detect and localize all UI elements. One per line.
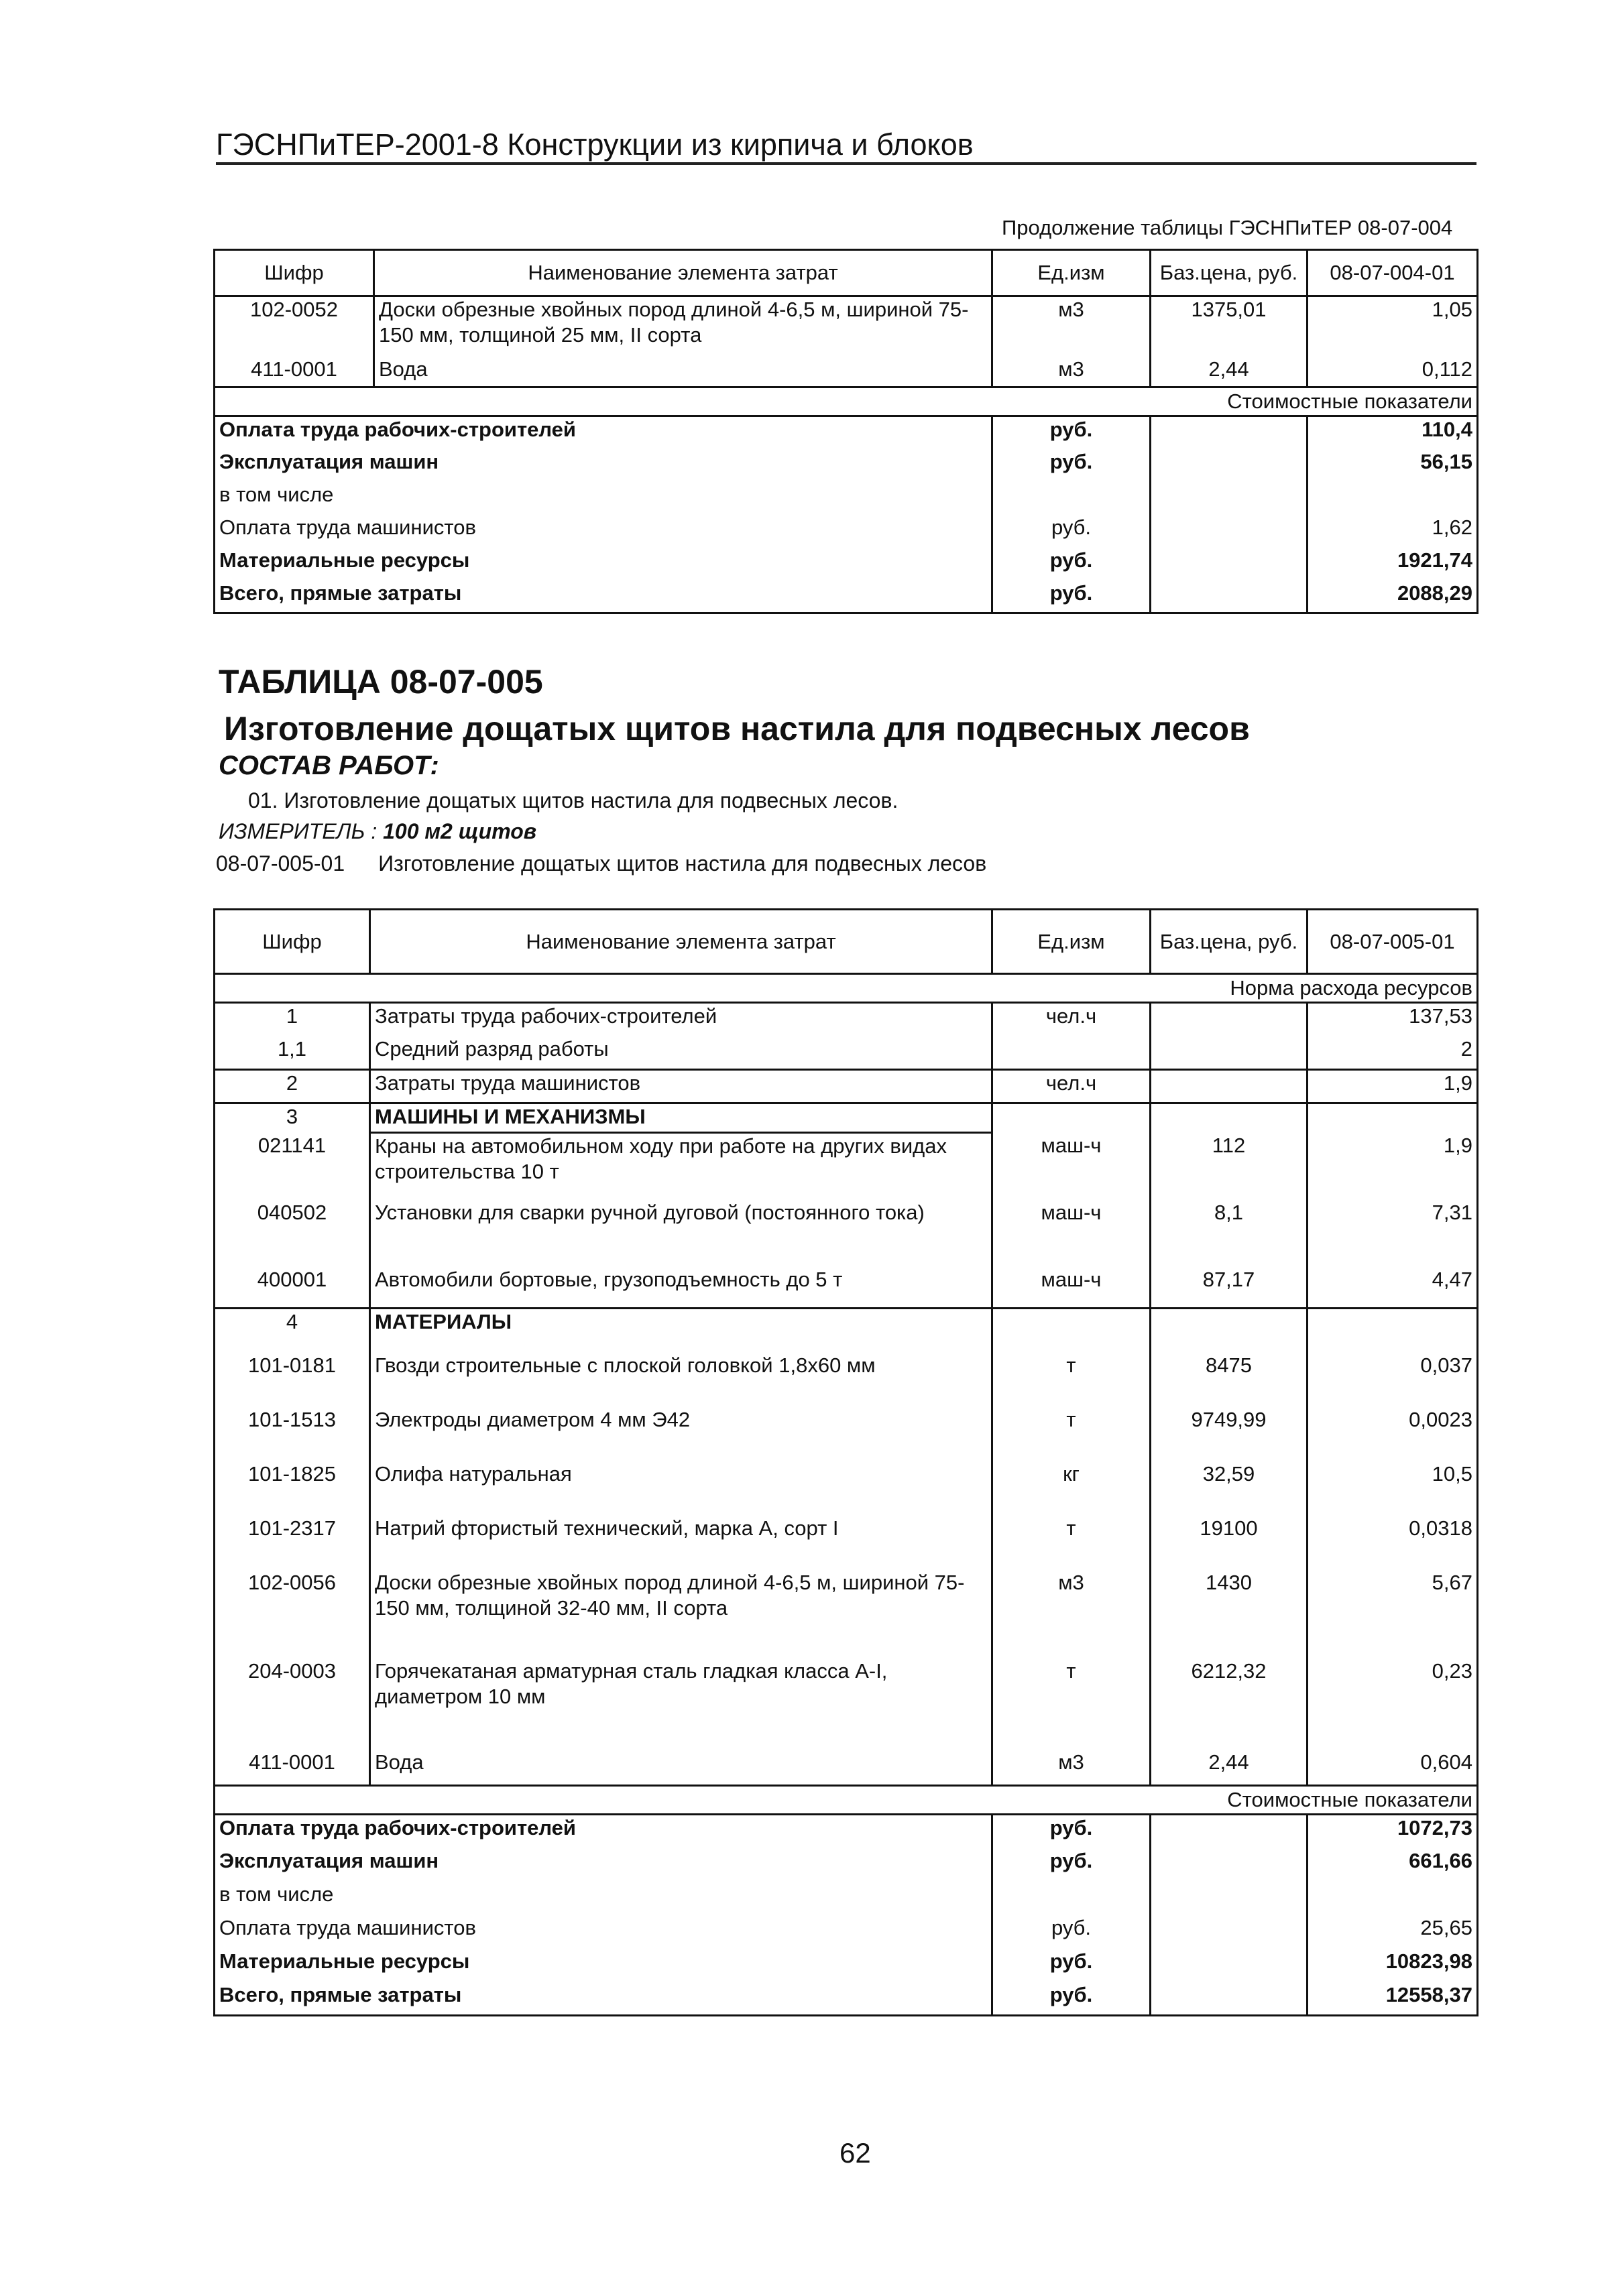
row-code: 411-0001 (215, 1750, 370, 1786)
cost-value: 1072,73 (1308, 1815, 1478, 1848)
row-unit: м3 (992, 357, 1151, 387)
col-header-name: Наименование элемента затрат (370, 910, 992, 974)
cost-price-cell (1151, 1815, 1308, 1848)
row-code: 101-2317 (215, 1516, 370, 1570)
row-value: 137,53 (1308, 1003, 1478, 1036)
cost-unit: руб. (992, 548, 1151, 581)
cost-label: в том числе (215, 482, 992, 515)
table-row (215, 1200, 1478, 1267)
page-number: 62 (839, 2137, 871, 2169)
row-price: 112 (1151, 1133, 1308, 1200)
measure-line (219, 819, 536, 844)
cost-row (215, 482, 1478, 515)
table-row (215, 1070, 1478, 1103)
norm-band-label: Норма расхода ресурсов (215, 974, 1478, 1003)
row-name: Доски обрезные хвойных пород длиной 4-6,5 м, шириной 75-150 мм, толщиной 25 мм, II сорта (374, 296, 992, 357)
cost-label: Всего, прямые затраты (215, 581, 992, 613)
row-code: 1,1 (215, 1036, 370, 1070)
row-value: 7,31 (1308, 1200, 1478, 1267)
row-value: 0,23 (1308, 1658, 1478, 1750)
cost-row (215, 548, 1478, 581)
cost-price-cell (1151, 581, 1308, 613)
row-value: 1,05 (1308, 296, 1478, 357)
row-price: 8475 (1151, 1353, 1308, 1407)
cost-row (215, 1848, 1478, 1882)
row-unit: м3 (992, 1750, 1151, 1786)
cost-value: 56,15 (1308, 449, 1478, 482)
col-header-unit: Ед.изм (992, 910, 1151, 974)
cost-row (215, 449, 1478, 482)
row-value: 0,0023 (1308, 1407, 1478, 1461)
cost-unit: руб. (992, 515, 1151, 548)
row-unit: т (992, 1658, 1151, 1750)
row-code: 040502 (215, 1200, 370, 1267)
cost-value (1308, 482, 1478, 515)
cost-label: Эксплуатация машин (215, 449, 992, 482)
cost-price-cell (1151, 515, 1308, 548)
empty-cell (992, 1103, 1151, 1133)
empty-cell (992, 1309, 1151, 1353)
row-price: 8,1 (1151, 1200, 1308, 1267)
cost-row (215, 1982, 1478, 2016)
row-value: 0,604 (1308, 1750, 1478, 1786)
resource-table-08-07-004 (213, 249, 1478, 614)
row-unit (992, 1036, 1151, 1070)
empty-cell (1151, 1103, 1308, 1133)
row-price: 2,44 (1151, 357, 1308, 387)
row-price: 9749,99 (1151, 1407, 1308, 1461)
row-code: 101-1825 (215, 1461, 370, 1516)
cost-row (215, 1949, 1478, 1982)
col-header-code: Шифр (215, 910, 370, 974)
row-unit: маш-ч (992, 1133, 1151, 1200)
cost-price-cell (1151, 548, 1308, 581)
col-header-price: Баз.цена, руб. (1151, 910, 1308, 974)
rate-code: 08-07-005-01 (216, 851, 345, 875)
cost-unit: руб. (992, 449, 1151, 482)
row-price (1151, 1070, 1308, 1103)
cost-unit: руб. (992, 1982, 1151, 2016)
cost-price-cell (1151, 1949, 1308, 1982)
row-unit: м3 (992, 1570, 1151, 1658)
row-name: Затраты труда рабочих-строителей (370, 1003, 992, 1036)
cost-price-cell (1151, 1882, 1308, 1915)
table-row (215, 1750, 1478, 1786)
cost-price-cell (1151, 1915, 1308, 1949)
cost-row (215, 581, 1478, 613)
table-row (215, 1133, 1478, 1200)
col-header-name: Наименование элемента затрат (374, 250, 992, 296)
col-header-code: Шифр (215, 250, 374, 296)
rate-code-line (216, 851, 986, 876)
row-name: Гвозди строительные с плоской головкой 1,8х60 мм (370, 1353, 992, 1407)
row-unit: маш-ч (992, 1200, 1151, 1267)
cost-row (215, 416, 1478, 449)
cost-value: 10823,98 (1308, 1949, 1478, 1982)
section-code: 3 (215, 1103, 370, 1133)
cost-band-label: Стоимостные показатели (215, 387, 1478, 416)
row-code: 400001 (215, 1267, 370, 1309)
cost-label: Материальные ресурсы (215, 1949, 992, 1982)
cost-value: 2088,29 (1308, 581, 1478, 613)
cost-label: Материальные ресурсы (215, 548, 992, 581)
header-rule (216, 162, 1476, 165)
table-row (215, 1353, 1478, 1407)
table-row (215, 1516, 1478, 1570)
cost-unit: руб. (992, 1949, 1151, 1982)
col-header-price: Баз.цена, руб. (1151, 250, 1308, 296)
row-price: 6212,32 (1151, 1658, 1308, 1750)
row-name: Краны на автомобильном ходу при работе на других видах строительства 10 т (370, 1133, 992, 1200)
row-value: 10,5 (1308, 1461, 1478, 1516)
cost-label: Оплата труда машинистов (215, 1915, 992, 1949)
empty-cell (1151, 1309, 1308, 1353)
cost-price-cell (1151, 449, 1308, 482)
row-name: Средний разряд работы (370, 1036, 992, 1070)
row-name: Установки для сварки ручной дуговой (постоянного тока) (370, 1200, 992, 1267)
cost-value: 661,66 (1308, 1848, 1478, 1882)
table-row (215, 1658, 1478, 1750)
row-unit: кг (992, 1461, 1151, 1516)
row-unit: м3 (992, 296, 1151, 357)
row-value: 2 (1308, 1036, 1478, 1070)
row-name: Натрий фтористый технический, марка А, сорт I (370, 1516, 992, 1570)
section-name: МАТЕРИАЛЫ (370, 1309, 992, 1353)
row-value: 0,037 (1308, 1353, 1478, 1407)
table-row (215, 1267, 1478, 1309)
measure-label: ИЗМЕРИТЕЛЬ : (219, 819, 378, 843)
section-header-row (215, 1309, 1478, 1353)
table-row (215, 357, 1478, 387)
cost-row (215, 1882, 1478, 1915)
row-unit: чел.ч (992, 1070, 1151, 1103)
cost-value (1308, 1882, 1478, 1915)
row-code: 102-0052 (215, 296, 374, 357)
row-value: 5,67 (1308, 1570, 1478, 1658)
cost-price-cell (1151, 482, 1308, 515)
row-unit: маш-ч (992, 1267, 1151, 1309)
cost-price-cell (1151, 416, 1308, 449)
cost-value: 1,62 (1308, 515, 1478, 548)
col-header-rate: 08-07-005-01 (1308, 910, 1478, 974)
row-name: Автомобили бортовые, грузоподъемность до 5 т (370, 1267, 992, 1309)
cost-price-cell (1151, 1982, 1308, 2016)
row-name: Горячекатаная арматурная сталь гладкая класса А-I, диаметром 10 мм (370, 1658, 992, 1750)
cost-unit: руб. (992, 1915, 1151, 1949)
cost-label: Оплата труда машинистов (215, 515, 992, 548)
section-name: МАШИНЫ И МЕХАНИЗМЫ (370, 1103, 992, 1133)
row-price (1151, 1036, 1308, 1070)
cost-unit (992, 1882, 1151, 1915)
table-row (215, 1036, 1478, 1070)
table-row (215, 1461, 1478, 1516)
rate-code-description: Изготовление дощатых щитов настила для подвесных лесов (378, 851, 987, 875)
cost-value: 25,65 (1308, 1915, 1478, 1949)
cost-unit: руб. (992, 416, 1151, 449)
row-value: 0,0318 (1308, 1516, 1478, 1570)
row-value: 1,9 (1308, 1133, 1478, 1200)
section-subtitle: Изготовление дощатых щитов настила для подвесных лесов (224, 710, 1250, 747)
row-price: 87,17 (1151, 1267, 1308, 1309)
col-header-unit: Ед.изм (992, 250, 1151, 296)
row-price: 1375,01 (1151, 296, 1308, 357)
row-name: Вода (374, 357, 992, 387)
col-header-rate: 08-07-004-01 (1308, 250, 1478, 296)
row-unit: т (992, 1353, 1151, 1407)
row-unit: чел.ч (992, 1003, 1151, 1036)
row-value: 1,9 (1308, 1070, 1478, 1103)
measure-value: 100 м2 щитов (383, 819, 537, 843)
cost-unit (992, 482, 1151, 515)
row-name: Затраты труда машинистов (370, 1070, 992, 1103)
cost-value: 12558,37 (1308, 1982, 1478, 2016)
table-row (215, 1003, 1478, 1036)
row-unit: т (992, 1516, 1151, 1570)
row-unit: т (992, 1407, 1151, 1461)
cost-label: в том числе (215, 1882, 992, 1915)
row-code: 2 (215, 1070, 370, 1103)
cost-label: Всего, прямые затраты (215, 1982, 992, 2016)
row-price: 19100 (1151, 1516, 1308, 1570)
cost-row (215, 1815, 1478, 1848)
section-code: 4 (215, 1309, 370, 1353)
empty-cell (1308, 1103, 1478, 1133)
cost-unit: руб. (992, 1815, 1151, 1848)
work-composition-item: 01. Изготовление дощатых щитов настила для подвесных лесов. (248, 788, 898, 812)
row-price (1151, 1003, 1308, 1036)
cost-unit: руб. (992, 1848, 1151, 1882)
cost-unit: руб. (992, 581, 1151, 613)
table-row (215, 1407, 1478, 1461)
resource-table-08-07-005 (213, 908, 1478, 2016)
row-code: 021141 (215, 1133, 370, 1200)
table-title: ТАБЛИЦА 08-07-005 (219, 663, 543, 701)
table-row (215, 296, 1478, 357)
running-header: ГЭСНПиТЕР-2001-8 Конструкции из кирпича и блоков (216, 127, 974, 162)
cost-row (215, 515, 1478, 548)
cost-value: 110,4 (1308, 416, 1478, 449)
row-price: 2,44 (1151, 1750, 1308, 1786)
cost-price-cell (1151, 1848, 1308, 1882)
row-code: 204-0003 (215, 1658, 370, 1750)
row-code: 411-0001 (215, 357, 374, 387)
table-row (215, 1570, 1478, 1658)
row-price: 32,59 (1151, 1461, 1308, 1516)
row-name: Электроды диаметром 4 мм Э42 (370, 1407, 992, 1461)
row-code: 101-0181 (215, 1353, 370, 1407)
empty-cell (1308, 1309, 1478, 1353)
row-code: 101-1513 (215, 1407, 370, 1461)
cost-value: 1921,74 (1308, 548, 1478, 581)
row-name: Олифа натуральная (370, 1461, 992, 1516)
cost-label: Оплата труда рабочих-строителей (215, 416, 992, 449)
row-code: 102-0056 (215, 1570, 370, 1658)
row-value: 4,47 (1308, 1267, 1478, 1309)
row-code: 1 (215, 1003, 370, 1036)
row-value: 0,112 (1308, 357, 1478, 387)
cost-row (215, 1915, 1478, 1949)
cost-label: Оплата труда рабочих-строителей (215, 1815, 992, 1848)
table-continuation-label: Продолжение таблицы ГЭСНПиТЕР 08-07-004 (1002, 216, 1453, 239)
row-name: Доски обрезные хвойных пород длиной 4-6,5 м, шириной 75-150 мм, толщиной 32-40 мм, II сорта (370, 1570, 992, 1658)
cost-band-label: Стоимостные показатели (215, 1786, 1478, 1815)
row-price: 1430 (1151, 1570, 1308, 1658)
cost-label: Эксплуатация машин (215, 1848, 992, 1882)
work-composition-label: СОСТАВ РАБОТ: (219, 751, 439, 780)
row-name: Вода (370, 1750, 992, 1786)
section-header-row (215, 1103, 1478, 1133)
